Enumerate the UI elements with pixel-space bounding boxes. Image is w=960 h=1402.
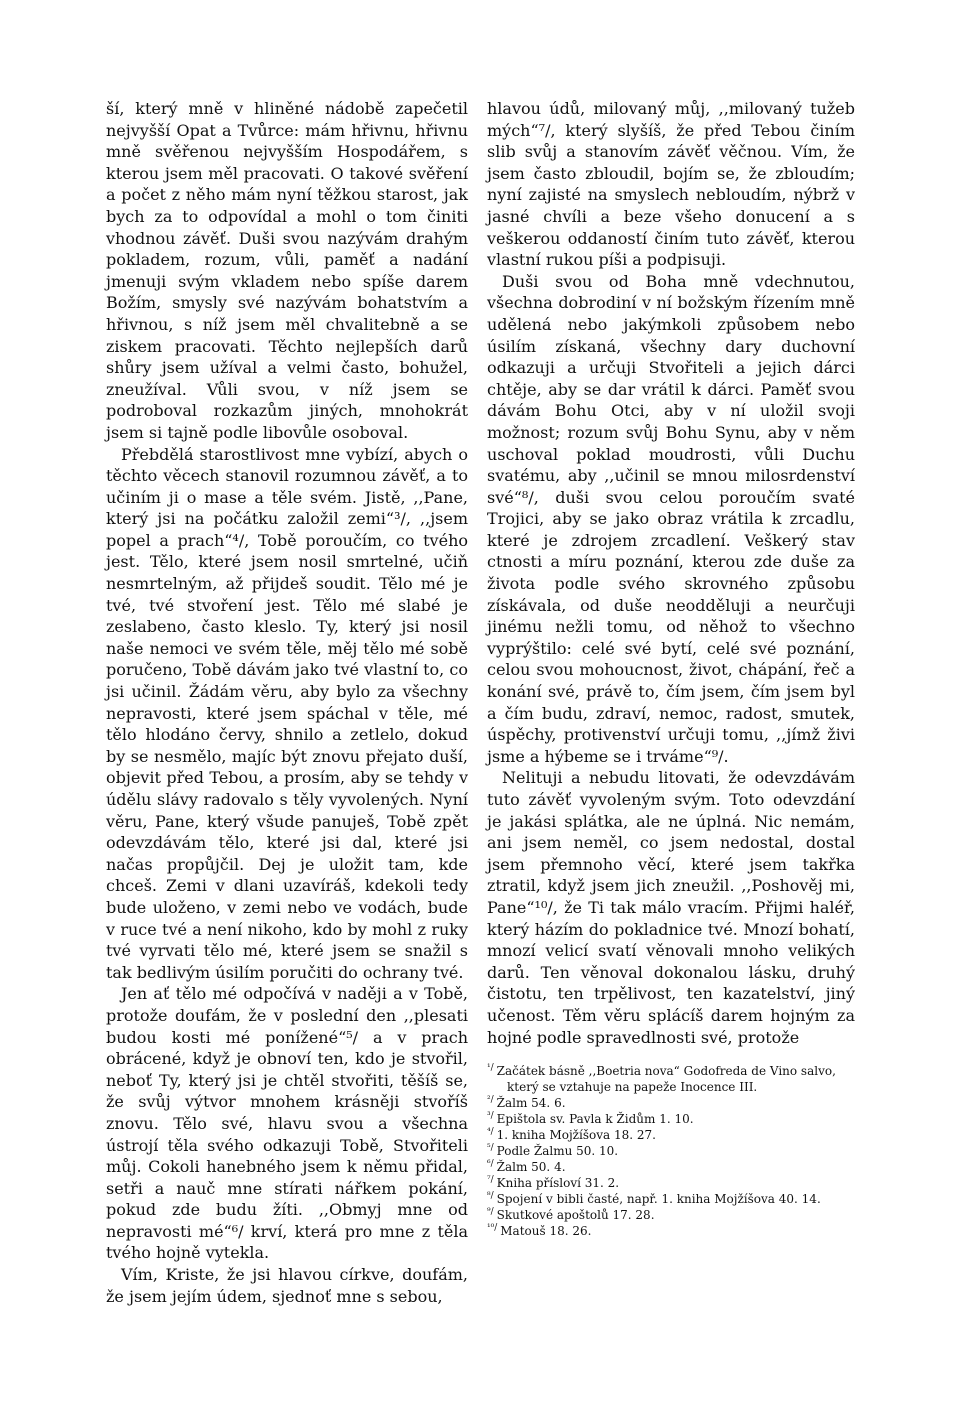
footnote <box>487 1063 855 1095</box>
paragraph: Přebdělá starostlivost mne vybízí, abych o těchto věcech stanovil rozumnou závěť, a to učiním ji o mase a těle svém. Jistě, ,,Pane, který jsi na počátku založil zemi“³/, ,,jsem popel a prach“⁴/, Tobě poroučím, co tvého jest. Tělo, které jsem nosil smrtelné, učiň nesmrtelným, až přijdeš soudit. Tělo mé je tvé, tvé stvoření jest. Tělo mé slabé je zeslabeno, často kleslo. Ty, který jsi nosil naše nemoci ve svém těle, měj tělo mé sobě poručeno, Tobě dávám jako tvé vlastní to, co jsi učinil. Žádám věru, aby bylo za všechny nepravosti, které jsem spáchal v těle, mé tělo hlodáno červy, shnilo a zetlelo, dokud by se nesmělo, majíc být znovu přejato duší, objevit před Tebou, a prosím, aby se tehdy v údělu slávy radovalo s těly vyvolených. Nyní věru, Pane, který všude panuješ, Tobě zpět odevzdávám tělo, které jsi dal, které jsi načas propůjčil. Dej je uložit tam, kde chceš. Zemi v dlani uzavíráš, kdekoli tedy bude uloženo, v zemi nebo ve vodách, bude v ruce tvé a není nikoho, kdo by mohl z ruky tvé vyrvati tělo mé, které jsem se snažil s tak bedlivým úsilím poručiti do ochrany tvé. <box>106 444 468 982</box>
footnote-text: Spojení v bibli časté, např. 1. kniha Mojžíšova 40. 14. <box>496 1192 821 1206</box>
footnote-mark: ¹⁰/ <box>487 1223 498 1233</box>
footnote-mark: ⁴/ <box>487 1127 494 1137</box>
footnote <box>487 1095 855 1111</box>
footnote-text: Matouš 18. 26. <box>500 1224 592 1238</box>
footnote <box>487 1159 855 1175</box>
footnotes <box>487 1063 855 1239</box>
text-column-left <box>106 98 468 1307</box>
footnote-text: Žalm 50. 4. <box>496 1160 566 1174</box>
paragraph: Nelituji a nebudu litovati, že odevzdávám tuto závěť vyvoleným svým. Toto odevzdání je jakási splátka, ale ne úplná. Nic nemám, ani jsem neměl, co jsem nedostal, dostal jsem přemnoho věcí, které jsem takřka ztratil, když jsem jich zneužil. ,,Poshověj mi, Pane“¹⁰/, že Ti tak málo vracím. Přijmi haléř, který házím do pokladnice tvé. Mnozí bohatí, mnozí velicí svatí věnovali mnoho velikých darů. Ten věnoval dokonalou lásku, druhý čistotu, ten trpělivost, ten kazatelství, jiný učenost. Těm věru splácíš darem hojným za hojné podle spravedlnosti své, protože <box>487 768 855 1047</box>
paragraph: Duši svou od Boha mně vdechnutou, všechna dobrodiní v ní božským řízením mně udělená nebo jakýmkoli způsobem nebo úsilím získaná, všechny dary duchovní odkazuji a určuji Stvořiteli a jejich dárci chtěje, aby se dar vrátil k dárci. Paměť svou dávám Bohu Otci, aby v ní uložil svoji možnost; rozum svůj Bohu Synu, aby v něm uschoval poklad moudrosti, vůli Duchu svatému, aby ,,učinil se mnou milosrdenství své“⁸/, duši svou celou poroučím svaté Trojici, aby se jako obraz vrátila k zrcadlu, které je zdrojem zrcadlení. Veškerý stav ctnosti a míru poznání, kterou zde duše za života podle svého skrovného způsobu získávala, od duše neodděluji a neurčuji jinému nežli tomu, od něhož to všechno vyprýštilo: celé své bytí, celé své poznání, celou svou mohoucnost, život, chápání, řeč a konání své, právě to, čím jsem, čím jsem byl a čím budu, zdraví, nemoc, radost, smutek, úspěchy, protivenství určuji tomu, ,,jímž živi jsme a hýbeme se i trváme“⁹/. <box>487 271 855 766</box>
footnote-text: Kniha přísloví 31. 2. <box>496 1176 620 1190</box>
footnote <box>487 1111 855 1127</box>
footnote <box>487 1143 855 1159</box>
footnote-mark: ³/ <box>487 1111 494 1121</box>
footnote-text: Podle Žalmu 50. 10. <box>496 1144 619 1158</box>
footnote-text: Žalm 54. 6. <box>496 1096 566 1110</box>
footnote-text: Začátek básně ,,Boetria nova“ Godofreda de Vino salvo, který se vztahuje na papeže Inocence III. <box>496 1064 836 1094</box>
footnote-mark: ⁵/ <box>487 1143 494 1153</box>
paragraph: ší, který mně v hliněné nádobě zapečetil nejvyšší Opat a Tvůrce: mám hřivnu, hřivnu mně svěřenou nejvyšším Hospodářem, s kterou jsem měl pracovati. O takové svěření a počet z něho mám nyní těžkou starost, jak bych za to odpovídal a mohl o tom činiti vhodnou závěť. Duši svou nazývám drahým pokladem, rozum, vůli, paměť a nadání jmenuji svým vkladem nebo spíše darem Božím, smysly své nazývám bohatstvím a hřivnou, s níž jsem měl chvalitebně a se ziskem pracovati. Těchto nejlepších darů shůry jsem užíval a velmi často, bohužel, zneužíval. Vůli svou, v níž jsem se podroboval rozkazům jiných, mnohokrát jsem si tajně podle libovůle osoboval. <box>106 99 468 442</box>
paragraph: hlavou údů, milovaný můj, ,,milovaný tužeb mých“⁷/, který slyšíš, že před Tebou činím slib svůj a stanovím závěť věčnou. Vím, že jsem často zbloudil, bojím se, že zbloudím; nyní zajisté na smyslech nebloudím, nýbrž v jasné chvíli a beze všeho donucení a s veškerou oddaností činím tuto závěť, kterou vlastní rukou píši a podpisuji. <box>487 99 855 270</box>
footnote <box>487 1223 855 1239</box>
text-column-right <box>487 98 855 1048</box>
footnote-mark: ¹/ <box>487 1063 494 1073</box>
footnote-mark: ⁹/ <box>487 1207 494 1217</box>
footnote-mark: ⁶/ <box>487 1159 494 1169</box>
footnote-mark: ⁷/ <box>487 1175 494 1185</box>
footnote <box>487 1191 855 1207</box>
footnote-text: Epištola sv. Pavla k Židům 1. 10. <box>496 1112 694 1126</box>
paragraph: Jen ať tělo mé odpočívá v naději a v Tobě, protože doufám, že v poslední den ,,plesati budou kosti mé ponížené“⁵/ a v prach obrácené, když je obnoví ten, kdo je stvořil, neboť Ty, který jsi je chtěl stvořiti, těšíš se, že svůj výtvor mnohem krásněji stvoříš znovu. Tělo své, hlavu svou a všechna ústrojí těla svého odkazuji Tobě, Stvořiteli můj. Cokoli hanebného jsem k němu přidal, setři a nauč mne stírati nářkem pokání, pokud zde budu žíti. ,,Obmyj mne od nepravosti mé“⁶/ krví, která pro mne z těla tvého hojně vytekla. <box>106 984 468 1263</box>
footnote-text: 1. kniha Mojžíšova 18. 27. <box>496 1128 656 1142</box>
footnote <box>487 1127 855 1143</box>
footnote <box>487 1207 855 1223</box>
footnote-text: Skutkové apoštolů 17. 28. <box>496 1208 655 1222</box>
footnote <box>487 1175 855 1191</box>
footnote-mark: ⁸/ <box>487 1191 494 1201</box>
paragraph: Vím, Kriste, že jsi hlavou církve, doufám, že jsem jejím údem, sjednoť mne s sebou, <box>106 1265 468 1306</box>
footnote-mark: ²/ <box>487 1095 494 1105</box>
